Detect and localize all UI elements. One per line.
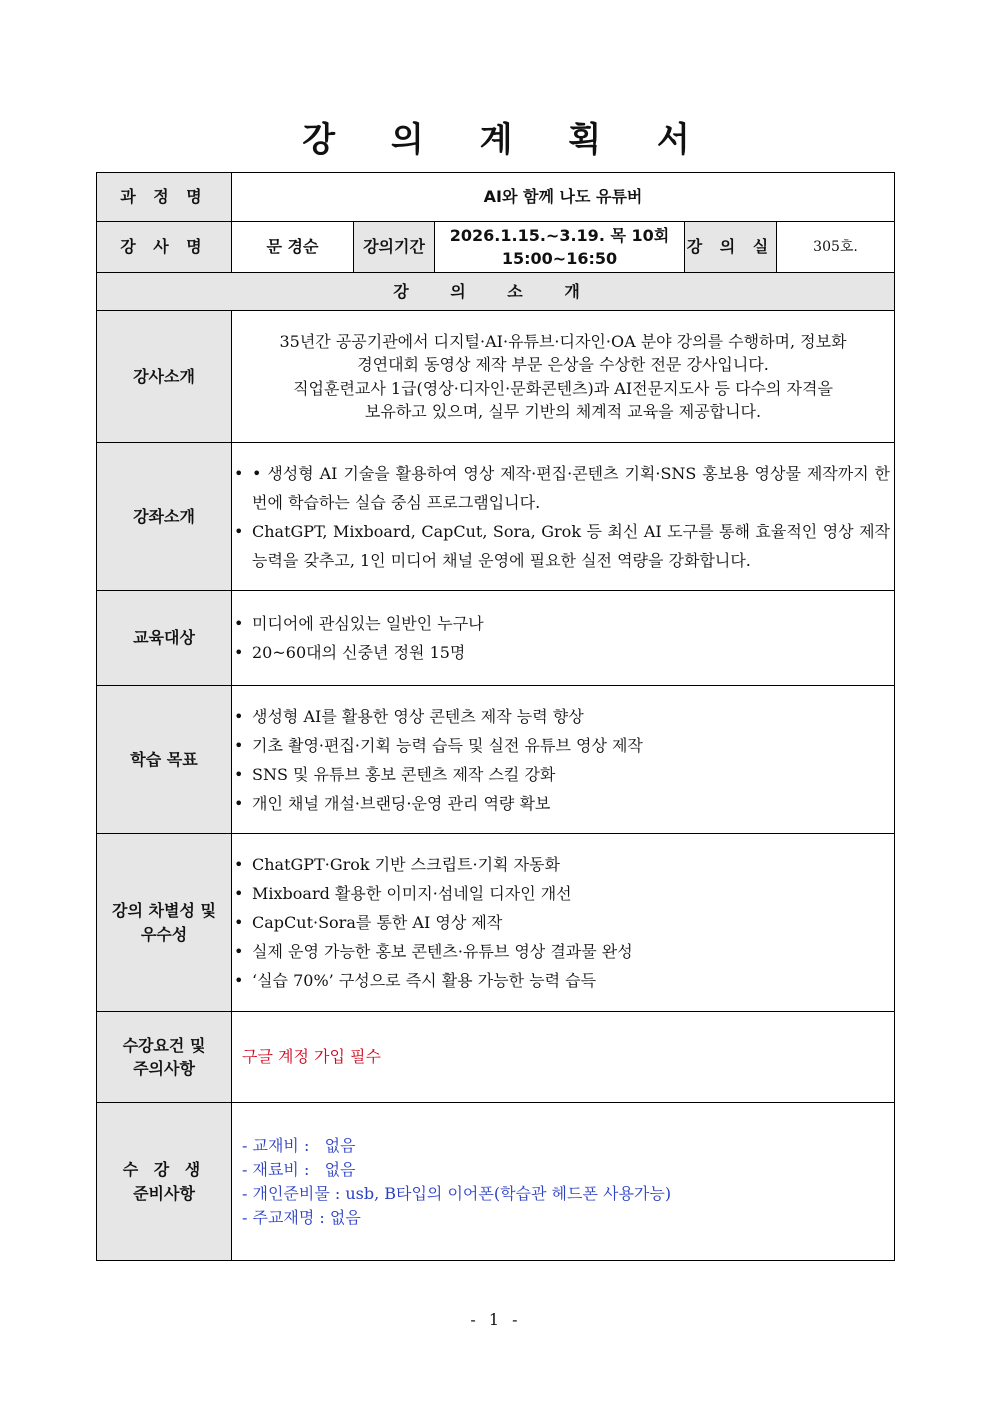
period-dates: 2026.1.15.~3.19. 목 10회 bbox=[449, 225, 670, 245]
instructor-name: 문 경순 bbox=[232, 222, 354, 273]
room-value: 305호. bbox=[777, 222, 895, 273]
section-header-row bbox=[97, 273, 895, 311]
intro-line: 35년간 공공기관에서 디지털·AI·유튜브·디자인·OA 분야 강의를 수행하며, 정보화 bbox=[279, 332, 847, 352]
goal-item: • 기초 촬영·편집·기획 능력 습득 및 실전 유튜브 영상 제작 bbox=[232, 731, 890, 760]
course-intro-row bbox=[97, 443, 895, 591]
target-item: • 20~60대의 신중년 정원 15명 bbox=[232, 638, 890, 667]
page-number: - 1 - bbox=[470, 1310, 522, 1329]
goal-item: • 생성형 AI를 활용한 영상 콘텐츠 제작 능력 향상 bbox=[232, 702, 890, 731]
course-label: 과 정 명 bbox=[97, 173, 232, 222]
preparation-label-line: 수 강 생 bbox=[122, 1160, 206, 1180]
course-intro-item: • ChatGPT, Mixboard, CapCut, Sora, Grok 등 최신 AI 도구를 통해 효율적인 영상 제작 능력을 갖추고, 1인 미디어 채널 운영에 필요한 실전 역량을 강화합니다. bbox=[232, 517, 890, 575]
instructor-intro-label: 강사소개 bbox=[97, 311, 232, 443]
requirements-label bbox=[97, 1012, 232, 1103]
target-label: 교육대상 bbox=[97, 591, 232, 686]
strengths-list bbox=[232, 834, 895, 1012]
strength-item: • ChatGPT·Grok 기반 스크립트·기획 자동화 bbox=[232, 850, 890, 879]
intro-line: 보유하고 있으며, 실무 기반의 체계적 교육을 제공합니다. bbox=[364, 401, 762, 421]
room-label: 강 의 실 bbox=[685, 222, 777, 273]
intro-line: 직업훈련교사 1급(영상·디자인·문화콘텐츠)과 AI전문지도사 등 다수의 자격을 bbox=[293, 378, 833, 398]
intro-line: 경연대회 동영상 제작 부문 은상을 수상한 전문 강사입니다. bbox=[357, 355, 769, 375]
instructor-label: 강 사 명 bbox=[97, 222, 232, 273]
strengths-row bbox=[97, 834, 895, 1012]
goals-row bbox=[97, 686, 895, 834]
preparation-item: - 재료비 : 없음 bbox=[242, 1159, 356, 1179]
strengths-label-line: 강의 차별성 및 bbox=[112, 901, 216, 921]
requirements-text: 구글 계정 가입 필수 bbox=[242, 1047, 381, 1067]
requirements-label-line: 주의사항 bbox=[133, 1059, 195, 1078]
preparation-row bbox=[97, 1103, 895, 1261]
instructor-intro-row bbox=[97, 311, 895, 443]
preparation-item: - 주교재명 : 없음 bbox=[242, 1207, 361, 1227]
requirements-cell bbox=[232, 1012, 895, 1103]
preparation-list bbox=[232, 1134, 894, 1230]
strengths-label bbox=[97, 834, 232, 1012]
course-row bbox=[97, 173, 895, 222]
requirements-label-line: 수강요건 및 bbox=[122, 1035, 206, 1055]
preparation-item: - 교재비 : 없음 bbox=[242, 1135, 356, 1155]
instructor-intro-text bbox=[232, 311, 895, 443]
lecture-plan-table bbox=[96, 172, 895, 1261]
section-header: 강 의 소 개 bbox=[97, 273, 895, 311]
goals-label: 학습 목표 bbox=[97, 686, 232, 834]
preparation-label-line: 준비사항 bbox=[133, 1183, 195, 1203]
target-row bbox=[97, 591, 895, 686]
course-intro-label: 강좌소개 bbox=[97, 443, 232, 591]
preparation-cell bbox=[232, 1103, 895, 1261]
course-name: AI와 함께 나도 유튜버 bbox=[232, 173, 895, 222]
strength-item: • ‘실습 70%’ 구성으로 즉시 활용 가능한 능력 습득 bbox=[232, 966, 890, 995]
preparation-item: - 개인준비물 : usb, B타입의 이어폰(학습관 헤드폰 사용가능) bbox=[242, 1183, 672, 1203]
course-intro-item: • • 생성형 AI 기술을 활용하여 영상 제작·편집·콘텐츠 기획·SNS 홍보용 영상물 제작까지 한 번에 학습하는 실습 중심 프로그램입니다. bbox=[232, 459, 890, 517]
target-list bbox=[232, 591, 895, 686]
period-label: 강의기간 bbox=[354, 222, 435, 273]
goal-item: • SNS 및 유튜브 홍보 콘텐츠 제작 스킬 강화 bbox=[232, 760, 890, 789]
document-title: 강 의 계 획 서 bbox=[302, 120, 712, 160]
strength-item: • 실제 운영 가능한 홍보 콘텐츠·유튜브 영상 결과물 완성 bbox=[232, 937, 890, 966]
preparation-label bbox=[97, 1103, 232, 1261]
period-times: 15:00~16:50 bbox=[501, 249, 618, 268]
period-value bbox=[435, 222, 685, 273]
course-intro-text bbox=[232, 443, 895, 591]
strength-item: • Mixboard 활용한 이미지·섬네일 디자인 개선 bbox=[232, 879, 890, 908]
instructor-row bbox=[97, 222, 895, 273]
target-item: • 미디어에 관심있는 일반인 누구나 bbox=[232, 609, 890, 638]
strength-item: • CapCut·Sora를 통한 AI 영상 제작 bbox=[232, 908, 890, 937]
requirements-row bbox=[97, 1012, 895, 1103]
goal-item: • 개인 채널 개설·브랜딩·운영 관리 역량 확보 bbox=[232, 789, 890, 818]
goals-list bbox=[232, 686, 895, 834]
strengths-label-line: 우수성 bbox=[140, 924, 188, 944]
